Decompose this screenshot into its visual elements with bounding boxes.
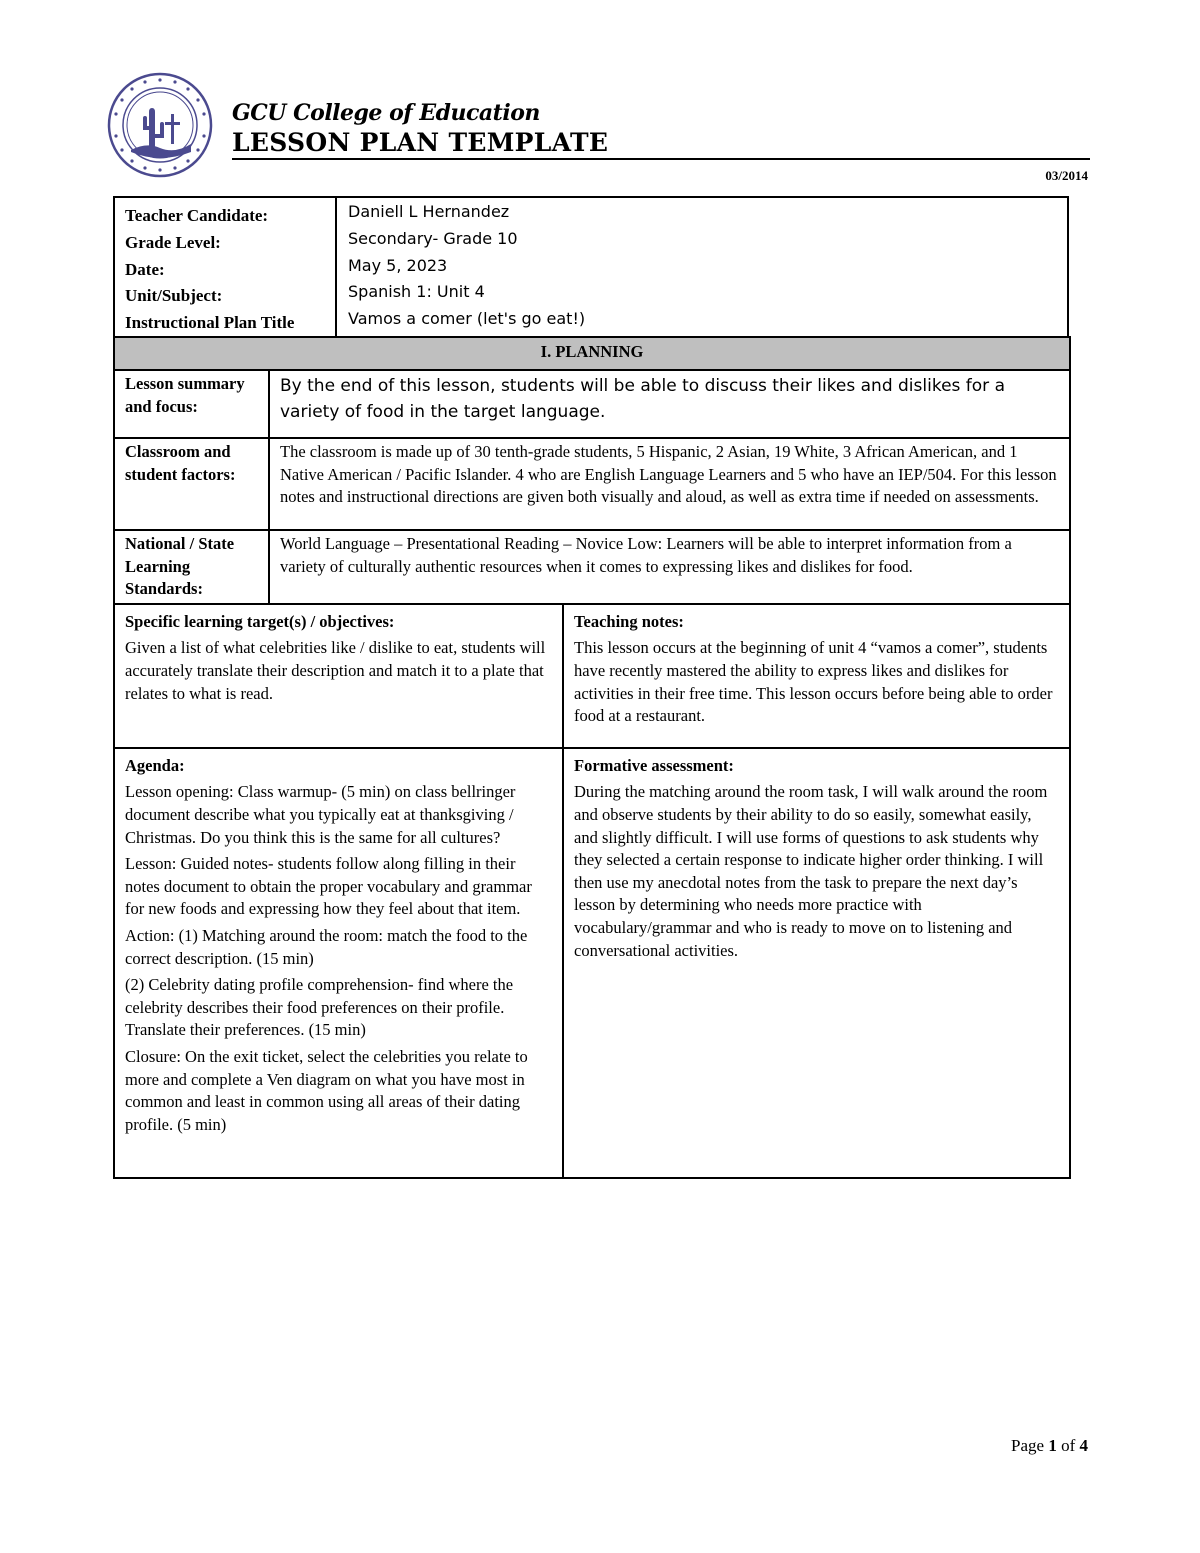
university-seal-logo <box>107 72 213 178</box>
plan-title-value: Vamos a comer (let's go eat!) <box>348 309 586 329</box>
page-number <box>1011 1436 1088 1456</box>
teaching-notes-heading: Teaching notes: <box>574 611 684 631</box>
plan-title-label: Instructional Plan Title <box>125 313 295 333</box>
formative-heading: Formative assessment: <box>574 755 734 775</box>
agenda-item: Lesson opening: Class warmup- (5 min) on class bellringer document describe what you typically eat at thanksgiving / Christmas. Do you think this is the same for all cultures? <box>125 782 516 847</box>
factors-text: The classroom is made up of 30 tenth-grade students, 5 Hispanic, 2 Asian, 19 White, 3 African American, and 1 Native American / Pacific Islander. 4 who are English Language Learners and 5 who have an IEP/504. For this lesson notes and instructional directions are given both visually and aloud, as well as extra time if needed on assessments. <box>269 438 1070 530</box>
factors-label: Classroom and student factors: <box>114 438 269 530</box>
unit-value: Spanish 1: Unit 4 <box>348 282 485 302</box>
date-value: May 5, 2023 <box>348 255 448 275</box>
objectives-cell <box>114 604 563 748</box>
page-current: 1 <box>1048 1436 1057 1455</box>
unit-label: Unit/Subject: <box>125 286 223 306</box>
page-total: 4 <box>1079 1436 1088 1455</box>
grade-value: Secondary- Grade 10 <box>348 228 518 248</box>
teaching-notes-cell <box>563 604 1070 748</box>
summary-text: By the end of this lesson, students will be able to discuss their likes and dislikes for a variety of food in the target language. <box>269 370 1070 438</box>
college-name: GCU College of Education <box>232 100 540 126</box>
template-version: 03/2014 <box>1045 168 1088 183</box>
planning-section-heading: I. PLANNING <box>114 337 1070 370</box>
date-label: Date: <box>125 259 165 279</box>
teaching-notes-text: This lesson occurs at the beginning of unit 4 “vamos a comer”, students have recently mastered the ability to express likes and dislikes for activities in their free time. This lesson occurs before being able to order food at a restaurant. <box>574 638 1053 726</box>
formative-text: During the matching around the room task, I will walk around the room and observe students by their ability to do so easily, somewhat easily, and slightly difficult. I will use forms of questions to ask students why they selected a certain response to indicate higher order thinking. I will then use my anecdotal notes from the task to prepare the next day’s lesson by determining who needs more practice with vocabulary/grammar and who is ready to move on to listening and conversational activities. <box>574 782 1048 960</box>
agenda-item: Action: (1) Matching around the room: match the food to the correct description. (15 min) <box>125 925 528 968</box>
grade-label: Grade Level: <box>125 232 221 252</box>
summary-label: Lesson summary and focus: <box>114 370 269 438</box>
agenda-cell <box>114 748 563 1178</box>
document-title: LESSON PLAN TEMPLATE <box>232 128 609 157</box>
objectives-heading: Specific learning target(s) / objectives: <box>125 611 395 631</box>
candidate-info-table <box>113 196 1069 339</box>
agenda-item: (2) Celebrity dating profile comprehension- find where the celebrity describes their food preferences on their profile. Translate their preferences. (15 min) <box>125 975 514 1040</box>
info-labels <box>114 197 336 338</box>
standards-text: World Language – Presentational Reading – Novice Low: Learners will be able to interpret information from a variety of culturally authentic resources when it comes to expressing likes and dislikes for food. <box>269 530 1070 604</box>
header-rule <box>232 158 1090 160</box>
planning-table <box>113 336 1071 1179</box>
agenda-item: Lesson: Guided notes- students follow along filling in their notes document to obtain the proper vocabulary and grammar for new foods and expressing how they feel about that item. <box>125 854 532 919</box>
agenda-heading: Agenda: <box>125 755 185 775</box>
agenda-item: Closure: On the exit ticket, select the celebrities you relate to more and complete a Ven diagram on what you have most in common and least in common using all areas of their dating profile. (5 min) <box>125 1046 528 1134</box>
page-prefix: Page <box>1011 1436 1049 1455</box>
info-values <box>336 197 1068 338</box>
standards-label: National / State Learning Standards: <box>114 530 269 604</box>
page-of: of <box>1056 1436 1080 1455</box>
teacher-label: Teacher Candidate: <box>125 206 269 225</box>
teacher-value: Daniell L Hernandez <box>348 202 510 221</box>
formative-assessment-cell <box>563 748 1070 1178</box>
objectives-text: Given a list of what celebrities like / dislike to eat, students will accurately translate their description and match it to a plate that relates to what is read. <box>125 638 546 703</box>
